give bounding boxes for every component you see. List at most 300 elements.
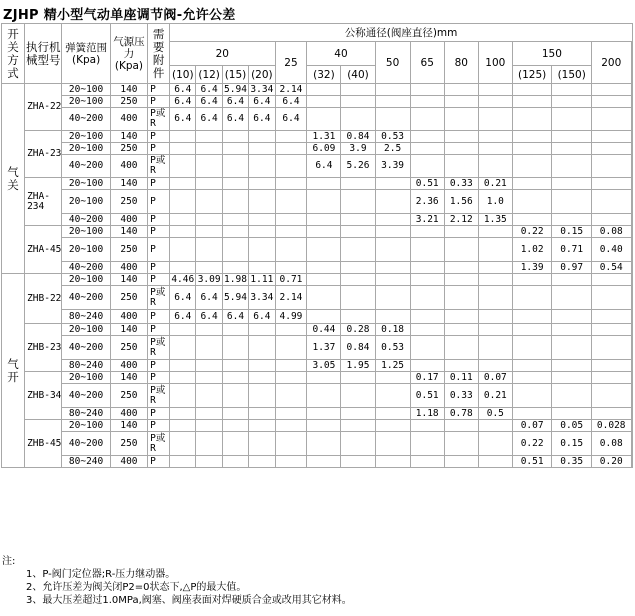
tolerance-value: [410, 286, 444, 310]
tolerance-value: [631, 238, 633, 262]
tolerance-value: [631, 262, 633, 274]
tolerance-value: [196, 360, 222, 372]
table-row: [2, 238, 633, 262]
tolerance-value: [307, 214, 341, 226]
tolerance-value: 5.94: [222, 286, 248, 310]
tolerance-value: [478, 238, 512, 262]
tolerance-value: [341, 432, 375, 456]
tolerance-value: [170, 131, 196, 143]
table-row: [2, 226, 633, 238]
tolerance-value: 0.5: [478, 408, 512, 420]
tolerance-value: [444, 238, 478, 262]
tolerance-value: [307, 226, 341, 238]
actuator-model-header: 执行机械型号: [25, 24, 62, 84]
dn-200-header: 200: [591, 42, 631, 84]
tolerance-value: [375, 286, 410, 310]
tolerance-value: [249, 143, 275, 155]
tolerance-value: [512, 96, 552, 108]
tolerance-value: [410, 238, 444, 262]
tolerance-value: [341, 286, 375, 310]
tolerance-value: [307, 384, 341, 408]
tolerance-value: [631, 155, 633, 178]
tolerance-value: 6.4: [222, 108, 248, 131]
tolerance-value: 0.84: [341, 336, 375, 360]
tolerance-value: [341, 408, 375, 420]
spring-range-cell: 20~100: [62, 226, 110, 238]
seat-20-header: (20): [249, 66, 275, 84]
tolerance-value: 0.51: [410, 384, 444, 408]
spring-range-cell: 20~100: [62, 324, 110, 336]
tolerance-value: 2.5: [375, 143, 410, 155]
tolerance-value: [444, 324, 478, 336]
tolerance-value: 6.4: [249, 310, 275, 324]
tolerance-value: [410, 324, 444, 336]
model-cell: ZHB-23: [25, 324, 62, 372]
tolerance-value: [478, 274, 512, 286]
tolerance-value: [552, 190, 592, 214]
tolerance-value: [478, 310, 512, 324]
tolerance-value: [196, 214, 222, 226]
tolerance-value: [341, 190, 375, 214]
tolerance-value: 0.53: [375, 336, 410, 360]
tolerance-value: 0.28: [341, 324, 375, 336]
tolerance-value: 3.09: [197, 273, 221, 285]
tolerance-value: [410, 456, 444, 468]
tolerance-value: [410, 155, 444, 178]
tolerance-value: [307, 420, 341, 432]
tolerance-value: [591, 384, 631, 408]
tolerance-value: [222, 178, 248, 190]
switch-mode-cell: 气开: [2, 274, 25, 468]
tolerance-value: 6.4: [222, 96, 248, 108]
spring-range-cell: 20~100: [62, 372, 110, 384]
tolerance-value: 2.14: [275, 84, 307, 96]
tolerance-value: [275, 384, 307, 408]
tolerance-value: 6.4: [170, 84, 196, 96]
tolerance-value: 6.4: [249, 96, 275, 108]
tolerance-value: [552, 96, 592, 108]
tolerance-value: [249, 420, 275, 432]
tolerance-value: 6.4: [196, 286, 222, 310]
accessory-cell: P: [148, 190, 170, 214]
tolerance-value: 0.07: [512, 420, 552, 432]
tolerance-value: [591, 155, 631, 178]
tolerance-value: [170, 420, 196, 432]
tolerance-value: [444, 131, 478, 143]
tolerance-value: 0.17: [410, 372, 444, 384]
tolerance-value: [275, 360, 307, 372]
seat-32-header: (32): [307, 66, 341, 84]
table-row: [2, 190, 633, 214]
tolerance-value: [591, 310, 631, 324]
tolerance-value: [249, 324, 275, 336]
table-row: [2, 131, 633, 143]
tolerance-value: [410, 226, 444, 238]
tolerance-value: [307, 432, 341, 456]
tolerance-value: [170, 226, 196, 238]
tolerance-value: 0.15: [552, 226, 592, 238]
tolerance-value: [341, 310, 375, 324]
tolerance-value: 3.39: [375, 155, 410, 178]
switch-mode-cell: 气关: [2, 84, 25, 274]
tolerance-value: [631, 96, 633, 108]
accessory-cell: P: [148, 131, 170, 143]
tolerance-value: [307, 456, 341, 468]
spring-range-cell: 20~100: [62, 96, 110, 108]
tolerance-value: [196, 226, 222, 238]
notes-label: 注:: [2, 556, 16, 567]
tolerance-value: 6.4: [196, 310, 222, 324]
tolerance-value: [196, 238, 222, 262]
spring-range-cell: 20~100: [62, 190, 110, 214]
tolerance-value: [341, 178, 375, 190]
tolerance-value: [512, 155, 552, 178]
tolerance-value: 3.05: [307, 360, 341, 372]
tolerance-value: [631, 131, 633, 143]
tolerance-value: 1.02: [512, 238, 552, 262]
tolerance-value: [249, 456, 275, 468]
tolerance-value: [631, 336, 633, 360]
tolerance-value: 3.9: [341, 143, 375, 155]
tolerance-value: [444, 336, 478, 360]
tolerance-value: [591, 190, 631, 214]
accessory-cell: P: [148, 262, 170, 274]
tolerance-value: [196, 336, 222, 360]
accessory-cell: P或R: [148, 155, 170, 178]
tolerance-value: [307, 178, 341, 190]
tolerance-value: [512, 408, 552, 420]
tolerance-value: 6.4: [249, 108, 275, 131]
model-cell: ZHA-22: [25, 84, 62, 131]
tolerance-value: [249, 155, 275, 178]
tolerance-value: 6.4: [222, 310, 248, 324]
model-cell: ZHA-23: [25, 131, 62, 178]
tolerance-value: [249, 432, 275, 456]
accessory-cell: P: [148, 420, 170, 432]
tolerance-value: [222, 324, 248, 336]
air-pressure-cell: 250: [110, 96, 147, 108]
accessory-cell: P: [148, 226, 170, 238]
tolerance-value: [249, 190, 275, 214]
note-item: 1、P-阀门定位器;R-压力继动器。: [26, 569, 176, 580]
tolerance-value: [249, 238, 275, 262]
tolerance-value: 6.4: [275, 96, 307, 108]
tolerance-value: [170, 324, 196, 336]
accessory-cell: P: [148, 143, 170, 155]
tolerance-value: [444, 84, 478, 96]
air-pressure-cell: 140: [110, 84, 147, 96]
seat-15-header: (15): [222, 66, 248, 84]
tolerance-value: [275, 408, 307, 420]
model-cell: ZHB-22: [25, 274, 62, 324]
dn-25-header: 25: [275, 42, 307, 84]
seat-12-header: (12): [196, 66, 222, 84]
tolerance-value: [591, 372, 631, 384]
tolerance-value: [275, 155, 307, 178]
tolerance-value: [222, 131, 248, 143]
tolerance-value: [222, 360, 248, 372]
tolerance-value: 0.08: [591, 432, 631, 456]
tolerance-value: [591, 408, 631, 420]
tolerance-value: [631, 360, 633, 372]
tolerance-value: [631, 310, 633, 324]
accessory-cell: P: [148, 96, 170, 108]
dn-65-header: 65: [410, 42, 444, 84]
tolerance-value: [170, 384, 196, 408]
tolerance-value: [631, 286, 633, 310]
tolerance-value: [444, 143, 478, 155]
air-pressure-cell: 140: [110, 420, 147, 432]
tolerance-value: [170, 456, 196, 468]
tolerance-value: [275, 143, 307, 155]
air-pressure-cell: 250: [110, 190, 147, 214]
tolerance-value: [249, 131, 275, 143]
tolerance-value: [375, 432, 410, 456]
notes: [2, 555, 352, 607]
tolerance-value: [591, 178, 631, 190]
accessory-cell: P: [148, 274, 170, 286]
tolerance-value: [512, 214, 552, 226]
tolerance-value: [196, 384, 222, 408]
tolerance-value: [591, 143, 631, 155]
tolerance-value: [275, 214, 307, 226]
tolerance-value: [307, 108, 341, 131]
spring-range-cell: 40~200: [62, 108, 110, 131]
tolerance-value: [222, 456, 248, 468]
tolerance-value: [170, 262, 196, 274]
tolerance-value: [591, 84, 631, 96]
tolerance-value: [410, 274, 444, 286]
tolerance-value: [631, 324, 633, 336]
tolerance-value: [375, 274, 410, 286]
page-title: ZJHP 精小型气动单座调节阀-允许公差: [3, 8, 236, 23]
tolerance-value: [196, 456, 222, 468]
tolerance-value: [375, 96, 410, 108]
air-pressure-cell: 400: [110, 456, 147, 468]
tolerance-value: 1.11: [250, 273, 274, 285]
tolerance-value: [631, 408, 633, 420]
air-pressure-cell: 400: [110, 214, 147, 226]
tolerance-value: 2.12: [444, 214, 478, 226]
tolerance-value: [410, 360, 444, 372]
air-pressure-cell: 140: [110, 372, 147, 384]
tolerance-value: [478, 108, 512, 131]
tolerance-value: 6.4: [170, 286, 196, 310]
tolerance-value: [444, 286, 478, 310]
spring-range-cell: 40~200: [62, 336, 110, 360]
table-row: [2, 432, 633, 456]
tolerance-value: [341, 214, 375, 226]
tolerance-value: 1.0: [478, 190, 512, 214]
tolerance-value: [275, 456, 307, 468]
tolerance-value: [170, 336, 196, 360]
tolerance-value: [631, 84, 633, 96]
spring-range-cell: 80~240: [62, 408, 110, 420]
air-pressure-cell: 250: [110, 336, 147, 360]
table-row: [2, 155, 633, 178]
tolerance-value: [341, 84, 375, 96]
tolerance-value: 0.05: [552, 420, 592, 432]
tolerance-value: 6.4: [307, 155, 341, 178]
tolerance-value: [275, 336, 307, 360]
tolerance-value: [552, 286, 592, 310]
tolerance-value: [478, 456, 512, 468]
tolerance-value: [512, 274, 552, 286]
tolerance-value: [275, 238, 307, 262]
tolerance-value: 3.34: [249, 286, 275, 310]
tolerance-value: [410, 336, 444, 360]
tolerance-value: [196, 420, 222, 432]
tolerance-value: [552, 214, 592, 226]
nominal-diameter-header: 公称通径(阀座直径)mm: [170, 24, 633, 42]
tolerance-value: [222, 408, 248, 420]
tolerance-value: [631, 214, 633, 226]
tolerance-value: [375, 178, 410, 190]
tolerance-value: [170, 190, 196, 214]
tolerance-value: [552, 155, 592, 178]
tolerance-value: [275, 420, 307, 432]
seat-150-header: (150): [552, 66, 592, 84]
air-pressure-header: 气源压力(Kpa): [110, 24, 147, 84]
tolerance-value: [478, 84, 512, 96]
accessory-cell: P: [148, 84, 170, 96]
air-pressure-cell: 400: [110, 360, 147, 372]
tolerance-value: [341, 96, 375, 108]
tolerance-value: [591, 214, 631, 226]
tolerance-value: [512, 336, 552, 360]
tolerance-value: [631, 190, 633, 214]
tolerance-value: 1.98: [224, 273, 247, 285]
spring-range-cell: 20~100: [62, 178, 110, 190]
dn-150-header: 150: [512, 42, 591, 66]
tolerance-value: 2.14: [275, 286, 307, 310]
tolerance-value: [375, 420, 410, 432]
tolerance-value: [249, 226, 275, 238]
tolerance-value: 0.07: [478, 372, 512, 384]
tolerance-value: [631, 372, 633, 384]
tolerance-value: [249, 408, 275, 420]
tolerance-value: [249, 336, 275, 360]
air-pressure-cell: 140: [110, 131, 147, 143]
tolerance-value: [341, 226, 375, 238]
tolerance-value: [375, 214, 410, 226]
tolerance-value: [512, 131, 552, 143]
tolerance-value: [307, 84, 341, 96]
tolerance-value: [512, 178, 552, 190]
tolerance-value: [552, 143, 592, 155]
table-body: [2, 84, 633, 468]
tolerance-value: 5.26: [341, 155, 375, 178]
tolerance-value: [478, 96, 512, 108]
tolerance-value: [222, 432, 248, 456]
tolerance-value: [512, 190, 552, 214]
tolerance-value: 4.99: [275, 310, 307, 324]
table-row: [2, 408, 633, 420]
tolerance-value: [275, 432, 307, 456]
tolerance-value: [170, 214, 196, 226]
tolerance-value: [341, 384, 375, 408]
tolerance-value: [410, 96, 444, 108]
tolerance-value: 2.36: [410, 190, 444, 214]
accessory-cell: P或R: [148, 384, 170, 408]
tolerance-value: [478, 432, 512, 456]
spring-range-cell: 20~100: [62, 420, 110, 432]
tolerance-value: [444, 420, 478, 432]
tolerance-value: [631, 432, 633, 456]
tolerance-value: [170, 143, 196, 155]
tolerance-value: [222, 384, 248, 408]
tolerance-value: [410, 310, 444, 324]
tolerance-value: 0.35: [552, 456, 592, 468]
tolerance-value: 0.08: [591, 226, 631, 238]
tolerance-value: [512, 286, 552, 310]
tolerance-value: [478, 286, 512, 310]
tolerance-value: 6.4: [170, 310, 196, 324]
tolerance-value: [591, 286, 631, 310]
table-row: [2, 214, 633, 226]
tolerance-value: [170, 408, 196, 420]
tolerance-value: [375, 238, 410, 262]
tolerance-value: [444, 310, 478, 324]
tolerance-value: [341, 420, 375, 432]
model-cell: ZHB-34: [25, 372, 62, 420]
tolerance-value: 0.51: [410, 178, 444, 190]
tolerance-value: [478, 262, 512, 274]
table-row: [2, 324, 633, 336]
tolerance-value: [512, 384, 552, 408]
table-row: [2, 336, 633, 360]
tolerance-value: [591, 274, 631, 286]
tolerance-value: 1.18: [410, 408, 444, 420]
tolerance-value: [375, 456, 410, 468]
tolerance-value: [591, 108, 631, 131]
tolerance-value: [591, 131, 631, 143]
spring-range-cell: 20~100: [62, 84, 110, 96]
tolerance-value: 0.21: [478, 384, 512, 408]
tolerance-value: [631, 384, 633, 408]
tolerance-value: [631, 226, 633, 238]
table-row: [2, 372, 633, 384]
air-pressure-cell: 140: [110, 324, 147, 336]
tolerance-value: [631, 274, 633, 286]
tolerance-value: [552, 324, 592, 336]
tolerance-value: [631, 420, 633, 432]
tolerance-value: [478, 360, 512, 372]
tolerance-value: [222, 420, 248, 432]
tolerance-value: [444, 226, 478, 238]
tolerance-value: [512, 372, 552, 384]
tolerance-value: [375, 372, 410, 384]
tolerance-value: [196, 372, 222, 384]
spring-range-cell: 40~200: [62, 384, 110, 408]
tolerance-value: [249, 384, 275, 408]
accessory-cell: P: [148, 456, 170, 468]
tolerance-value: [478, 336, 512, 360]
air-pressure-cell: 250: [110, 143, 147, 155]
tolerance-value: [375, 226, 410, 238]
tolerance-value: [410, 420, 444, 432]
tolerance-value: [410, 262, 444, 274]
accessory-cell: P: [148, 324, 170, 336]
tolerance-value: 3.21: [410, 214, 444, 226]
air-pressure-cell: 140: [110, 274, 147, 286]
air-pressure-cell: 250: [110, 286, 147, 310]
tolerance-value: 0.18: [375, 324, 410, 336]
tolerance-value: [307, 310, 341, 324]
tolerance-value: [478, 226, 512, 238]
tolerance-value: [170, 238, 196, 262]
tolerance-value: [410, 84, 444, 96]
